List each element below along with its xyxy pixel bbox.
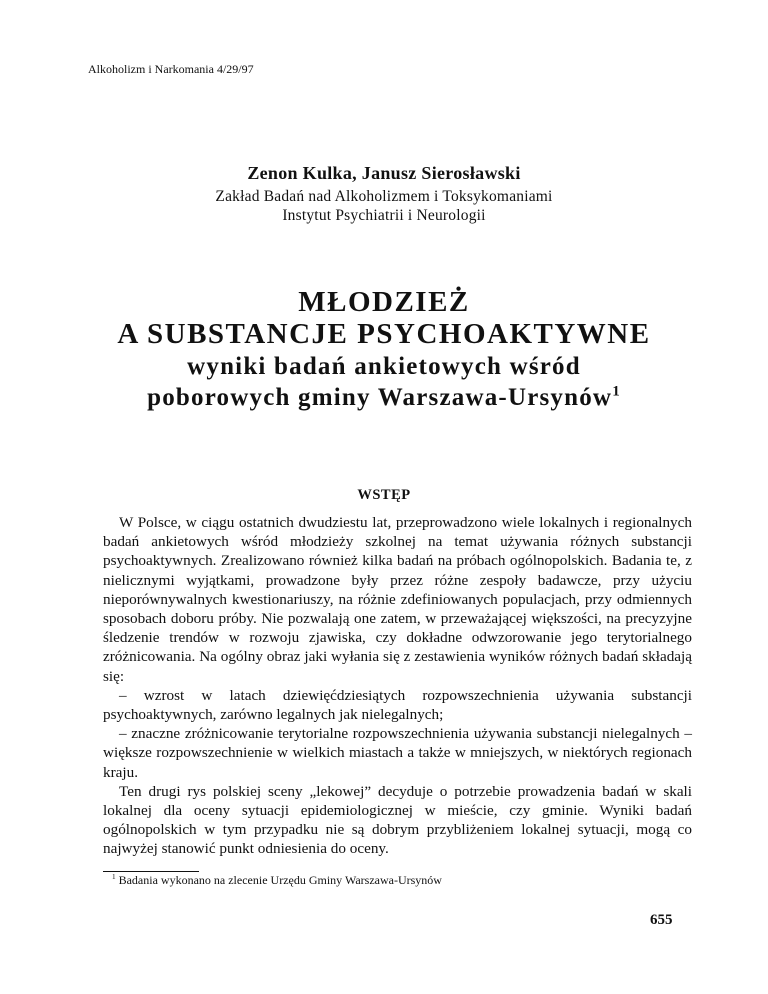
footnote: [112, 873, 442, 888]
affiliation-line-2: Instytut Psychiatrii i Neurologii: [282, 207, 486, 224]
title-line-1: MŁODZIEŻ: [298, 286, 470, 318]
subtitle-line-2-text: poborowych gminy Warszawa-Ursynów: [147, 384, 613, 411]
footnote-text: Badania wykonano na zlecenie Urzędu Gminy Warszawa-Ursynów: [118, 873, 442, 887]
paragraph: Ten drugi rys polskiej sceny „lekowej” decyduje o potrzebie prowadzenia badań w skali lokalnej dla oceny sytuacji epidemiologicznej w mieście, czy gminie. Wyniki badań ogólnopolskich w tym przypadku nie są dobrym przybliżeniem lokalnej sytuacji, mogą co najwyżej stanowić punkt odniesienia do oceny.: [103, 782, 692, 858]
section-heading: WSTĘP: [357, 487, 411, 503]
subtitle-line-1: wyniki badań ankietowych wśród: [187, 353, 581, 380]
paragraph: W Polsce, w ciągu ostatnich dwudziestu lat, przeprowadzono wiele lokalnych i regionalnych badań ankietowych wśród młodzieży szkolnej na temat używania różnych substancji psychoaktywnych. Zrealizowano również kilka badań na próbach ogólnopolskich. Badania te, z nielicznymi wyjątkami, prowadzone były przez różne zespoły badawcze, przy użyciu nieporównywalnych kwestionariuszy, na różnie zdefiniowanych populacjach, przy odmiennych sposobach doboru próby. Nie pozwalają one zatem, w przeważającej większości, na precyzyjne śledzenie trendów w rozwoju zjawiska, czy dokładne odwzorowanie jego terytorialnego zróżnicowania. Na ogólny obraz jaki wyłania się z zestawienia wyników różnych badań składają się:: [103, 514, 692, 685]
paragraph: – znaczne zróżnicowanie terytorialne rozpowszechnienia używania substancji nielegalnych – większe rozpowszechnienie w wielkich miastach a także w mniejszych, w niektórych regionach kraju.: [103, 725, 692, 781]
title-footnote-marker: 1: [612, 383, 621, 400]
journal-reference: Alkoholizm i Narkomania 4/29/97: [88, 62, 254, 76]
affiliation-line-1: Zakład Badań nad Alkoholizmem i Toksykomaniami: [215, 188, 553, 205]
subtitle-line-2: [0, 384, 768, 412]
body-text: [103, 513, 692, 859]
paragraph: – wzrost w latach dziewięćdziesiątych rozpowszechnienia używania substancji psychoaktywnych, zarówno legalnych jak nielegalnych;: [103, 686, 692, 724]
authors: Zenon Kulka, Janusz Sierosławski: [247, 163, 521, 183]
title-line-2: A SUBSTANCJE PSYCHOAKTYWNE: [117, 318, 651, 350]
page-number: 655: [650, 912, 673, 928]
footnote-divider: [103, 871, 199, 872]
footnote-marker: 1: [112, 873, 116, 881]
